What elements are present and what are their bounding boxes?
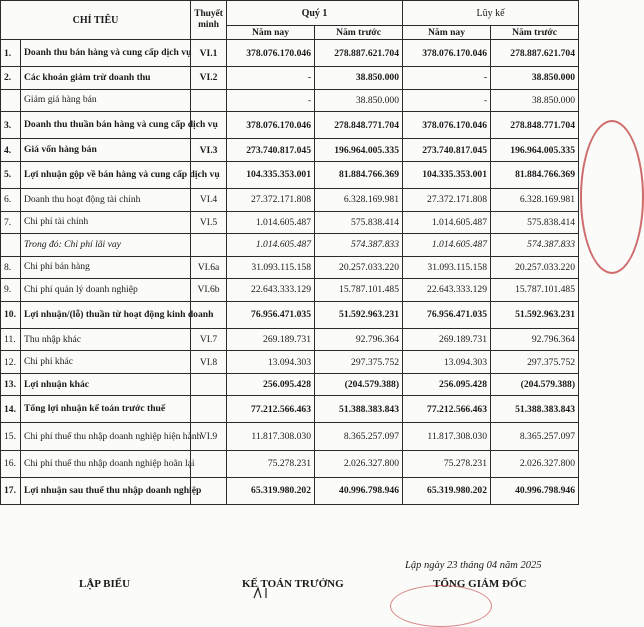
value-cumulative-last-year: 297.375.752 — [491, 351, 579, 374]
value-cumulative-last-year: 38.850.000 — [491, 67, 579, 90]
row-number — [1, 234, 21, 257]
value-quarter-last-year: 81.884.766.369 — [315, 161, 403, 188]
row-number: 2. — [1, 67, 21, 90]
value-cumulative-this-year: 13.094.303 — [403, 351, 491, 374]
value-cumulative-this-year: 27.372.171.808 — [403, 189, 491, 212]
row-number: 14. — [1, 396, 21, 423]
table-row — [1, 189, 579, 212]
row-note: VI.1 — [191, 40, 227, 67]
row-criteria: Các khoản giảm trừ doanh thu — [21, 67, 191, 90]
value-quarter-last-year: 15.787.101.485 — [315, 279, 403, 302]
value-quarter-this-year: 256.095.428 — [227, 373, 315, 396]
value-quarter-last-year: 20.257.033.220 — [315, 256, 403, 279]
row-criteria: Trong đó: Chi phí lãi vay — [21, 234, 191, 257]
value-cumulative-last-year: 15.787.101.485 — [491, 279, 579, 302]
row-criteria: Lợi nhuận gộp về bán hàng và cung cấp dịch vụ — [21, 161, 191, 188]
value-cumulative-last-year: 51.388.383.843 — [491, 396, 579, 423]
value-quarter-this-year: 104.335.353.001 — [227, 161, 315, 188]
value-cumulative-last-year: 278.887.621.704 — [491, 40, 579, 67]
value-quarter-last-year: 278.848.771.704 — [315, 112, 403, 139]
value-cumulative-last-year: 92.796.364 — [491, 328, 579, 351]
value-cumulative-this-year: 77.212.566.463 — [403, 396, 491, 423]
value-quarter-last-year: 574.387.833 — [315, 234, 403, 257]
value-cumulative-this-year: 256.095.428 — [403, 373, 491, 396]
value-quarter-this-year: 1.014.605.487 — [227, 211, 315, 234]
company-stamp-edge — [580, 120, 644, 274]
row-note: VI.5 — [191, 211, 227, 234]
value-cumulative-last-year: 196.964.005.335 — [491, 139, 579, 162]
table-row — [1, 351, 579, 374]
value-quarter-last-year: 8.365.257.097 — [315, 423, 403, 450]
value-quarter-this-year: 1.014.605.487 — [227, 234, 315, 257]
table-row — [1, 139, 579, 162]
table-row — [1, 112, 579, 139]
value-quarter-this-year: 65.319.980.202 — [227, 477, 315, 504]
row-criteria: Doanh thu hoạt động tài chính — [21, 189, 191, 212]
value-cumulative-this-year: 269.189.731 — [403, 328, 491, 351]
value-quarter-this-year: 77.212.566.463 — [227, 396, 315, 423]
table-row — [1, 279, 579, 302]
row-note: VI.6b — [191, 279, 227, 302]
company-stamp-bottom — [390, 585, 492, 627]
value-quarter-this-year: 269.189.731 — [227, 328, 315, 351]
value-quarter-last-year: 297.375.752 — [315, 351, 403, 374]
row-number: 11. — [1, 328, 21, 351]
row-number: 1. — [1, 40, 21, 67]
row-note: VI.3 — [191, 139, 227, 162]
value-quarter-last-year: 40.996.798.946 — [315, 477, 403, 504]
value-quarter-last-year: 51.592.963.231 — [315, 301, 403, 328]
row-note: VI.9 — [191, 423, 227, 450]
value-quarter-this-year: 273.740.817.045 — [227, 139, 315, 162]
row-note — [191, 373, 227, 396]
value-cumulative-this-year: 76.956.471.035 — [403, 301, 491, 328]
table-row — [1, 373, 579, 396]
value-quarter-this-year: 13.094.303 — [227, 351, 315, 374]
chief-accountant-title: KẾ TOÁN TRƯỞNG — [242, 578, 344, 590]
table-row — [1, 40, 579, 67]
row-criteria: Chi phí thuế thu nhập doanh nghiệp hoãn lại — [21, 450, 191, 477]
value-quarter-this-year: 75.278.231 — [227, 450, 315, 477]
row-number: 5. — [1, 161, 21, 188]
value-quarter-last-year: 92.796.364 — [315, 328, 403, 351]
row-note: VI.7 — [191, 328, 227, 351]
value-cumulative-last-year: 81.884.766.369 — [491, 161, 579, 188]
row-criteria: Chi phí quản lý doanh nghiệp — [21, 279, 191, 302]
table-row — [1, 301, 579, 328]
row-criteria: Chi phí khác — [21, 351, 191, 374]
value-quarter-this-year: 378.076.170.046 — [227, 40, 315, 67]
table-row — [1, 450, 579, 477]
row-number: 3. — [1, 112, 21, 139]
value-quarter-last-year: 51.388.383.843 — [315, 396, 403, 423]
header-cumulative-last-year: Năm trước — [491, 26, 579, 40]
row-note: VI.4 — [191, 189, 227, 212]
header-quarter-last-year: Năm trước — [315, 26, 403, 40]
header-quarter-this-year: Năm nay — [227, 26, 315, 40]
value-cumulative-last-year: 40.996.798.946 — [491, 477, 579, 504]
row-note — [191, 450, 227, 477]
value-cumulative-last-year: 51.592.963.231 — [491, 301, 579, 328]
value-cumulative-last-year: 20.257.033.220 — [491, 256, 579, 279]
row-number: 13. — [1, 373, 21, 396]
general-director-title: TỔNG GIÁM ĐỐC — [433, 578, 527, 590]
table-row — [1, 67, 579, 90]
row-criteria: Giảm giá hàng bán — [21, 89, 191, 112]
signing-date: Lập ngày 23 tháng 04 năm 2025 — [405, 560, 542, 571]
row-criteria: Lợi nhuận khác — [21, 373, 191, 396]
row-criteria: Giá vốn hàng bán — [21, 139, 191, 162]
value-cumulative-this-year: 65.319.980.202 — [403, 477, 491, 504]
value-cumulative-this-year: 273.740.817.045 — [403, 139, 491, 162]
table-row — [1, 161, 579, 188]
preparer-title: LẬP BIỂU — [79, 578, 131, 590]
row-number: 17. — [1, 477, 21, 504]
row-number: 8. — [1, 256, 21, 279]
row-criteria: Doanh thu thuần bán hàng và cung cấp dịch vụ — [21, 112, 191, 139]
value-cumulative-this-year: 31.093.115.158 — [403, 256, 491, 279]
value-quarter-this-year: 378.076.170.046 — [227, 112, 315, 139]
value-cumulative-this-year: 1.014.605.487 — [403, 211, 491, 234]
value-quarter-last-year: 6.328.169.981 — [315, 189, 403, 212]
value-cumulative-this-year: 104.335.353.001 — [403, 161, 491, 188]
row-note — [191, 234, 227, 257]
value-cumulative-last-year: (204.579.388) — [491, 373, 579, 396]
row-number: 6. — [1, 189, 21, 212]
value-cumulative-last-year: 574.387.833 — [491, 234, 579, 257]
row-note — [191, 89, 227, 112]
value-cumulative-this-year: - — [403, 67, 491, 90]
row-number: 15. — [1, 423, 21, 450]
table-row — [1, 256, 579, 279]
value-cumulative-this-year: 75.278.231 — [403, 450, 491, 477]
value-quarter-this-year: 22.643.333.129 — [227, 279, 315, 302]
row-note: VI.6a — [191, 256, 227, 279]
value-cumulative-last-year: 575.838.414 — [491, 211, 579, 234]
row-number: 10. — [1, 301, 21, 328]
row-criteria: Chi phí bán hàng — [21, 256, 191, 279]
header-cumulative: Lũy kế — [403, 1, 579, 26]
value-quarter-last-year: 38.850.000 — [315, 67, 403, 90]
value-quarter-this-year: - — [227, 67, 315, 90]
row-note: VI.2 — [191, 67, 227, 90]
row-criteria: Chi phí thuế thu nhập doanh nghiệp hiện hành — [21, 423, 191, 450]
header-criteria: CHỈ TIÊU — [1, 1, 191, 40]
row-number — [1, 89, 21, 112]
value-cumulative-last-year: 6.328.169.981 — [491, 189, 579, 212]
row-criteria: Doanh thu bán hàng và cung cấp dịch vụ — [21, 40, 191, 67]
value-quarter-last-year: 38.850.000 — [315, 89, 403, 112]
row-criteria: Lợi nhuận sau thuế thu nhập doanh nghiệp — [21, 477, 191, 504]
value-quarter-last-year: (204.579.388) — [315, 373, 403, 396]
value-cumulative-this-year: 1.014.605.487 — [403, 234, 491, 257]
value-cumulative-last-year: 38.850.000 — [491, 89, 579, 112]
value-quarter-last-year: 2.026.327.800 — [315, 450, 403, 477]
row-number: 9. — [1, 279, 21, 302]
header-cumulative-this-year: Năm nay — [403, 26, 491, 40]
row-criteria: Tổng lợi nhuận kế toán trước thuế — [21, 396, 191, 423]
row-criteria: Chi phí tài chính — [21, 211, 191, 234]
table-row — [1, 423, 579, 450]
table-row — [1, 234, 579, 257]
table-body — [1, 40, 579, 505]
value-quarter-last-year: 575.838.414 — [315, 211, 403, 234]
row-number: 7. — [1, 211, 21, 234]
table-row — [1, 328, 579, 351]
header-note: Thuyết minh — [191, 1, 227, 40]
row-criteria: Thu nhập khác — [21, 328, 191, 351]
value-cumulative-this-year: 378.076.170.046 — [403, 40, 491, 67]
value-quarter-this-year: - — [227, 89, 315, 112]
row-criteria: Lợi nhuận/(lỗ) thuần từ hoạt động kinh doanh — [21, 301, 191, 328]
value-quarter-this-year: 31.093.115.158 — [227, 256, 315, 279]
value-cumulative-this-year: 22.643.333.129 — [403, 279, 491, 302]
row-note — [191, 396, 227, 423]
row-number: 4. — [1, 139, 21, 162]
row-note: VI.8 — [191, 351, 227, 374]
row-number: 16. — [1, 450, 21, 477]
value-cumulative-last-year: 8.365.257.097 — [491, 423, 579, 450]
value-cumulative-this-year: 11.817.308.030 — [403, 423, 491, 450]
value-quarter-last-year: 196.964.005.335 — [315, 139, 403, 162]
table-row — [1, 89, 579, 112]
table-row — [1, 211, 579, 234]
value-cumulative-this-year: - — [403, 89, 491, 112]
row-number: 12. — [1, 351, 21, 374]
value-quarter-this-year: 76.956.471.035 — [227, 301, 315, 328]
table-row — [1, 396, 579, 423]
value-quarter-this-year: 27.372.171.808 — [227, 189, 315, 212]
value-quarter-this-year: 11.817.308.030 — [227, 423, 315, 450]
table-row — [1, 477, 579, 504]
value-cumulative-last-year: 2.026.327.800 — [491, 450, 579, 477]
value-cumulative-last-year: 278.848.771.704 — [491, 112, 579, 139]
value-cumulative-this-year: 378.076.170.046 — [403, 112, 491, 139]
signature-scribble — [252, 586, 282, 600]
value-quarter-last-year: 278.887.621.704 — [315, 40, 403, 67]
header-quarter: Quý 1 — [227, 1, 403, 26]
